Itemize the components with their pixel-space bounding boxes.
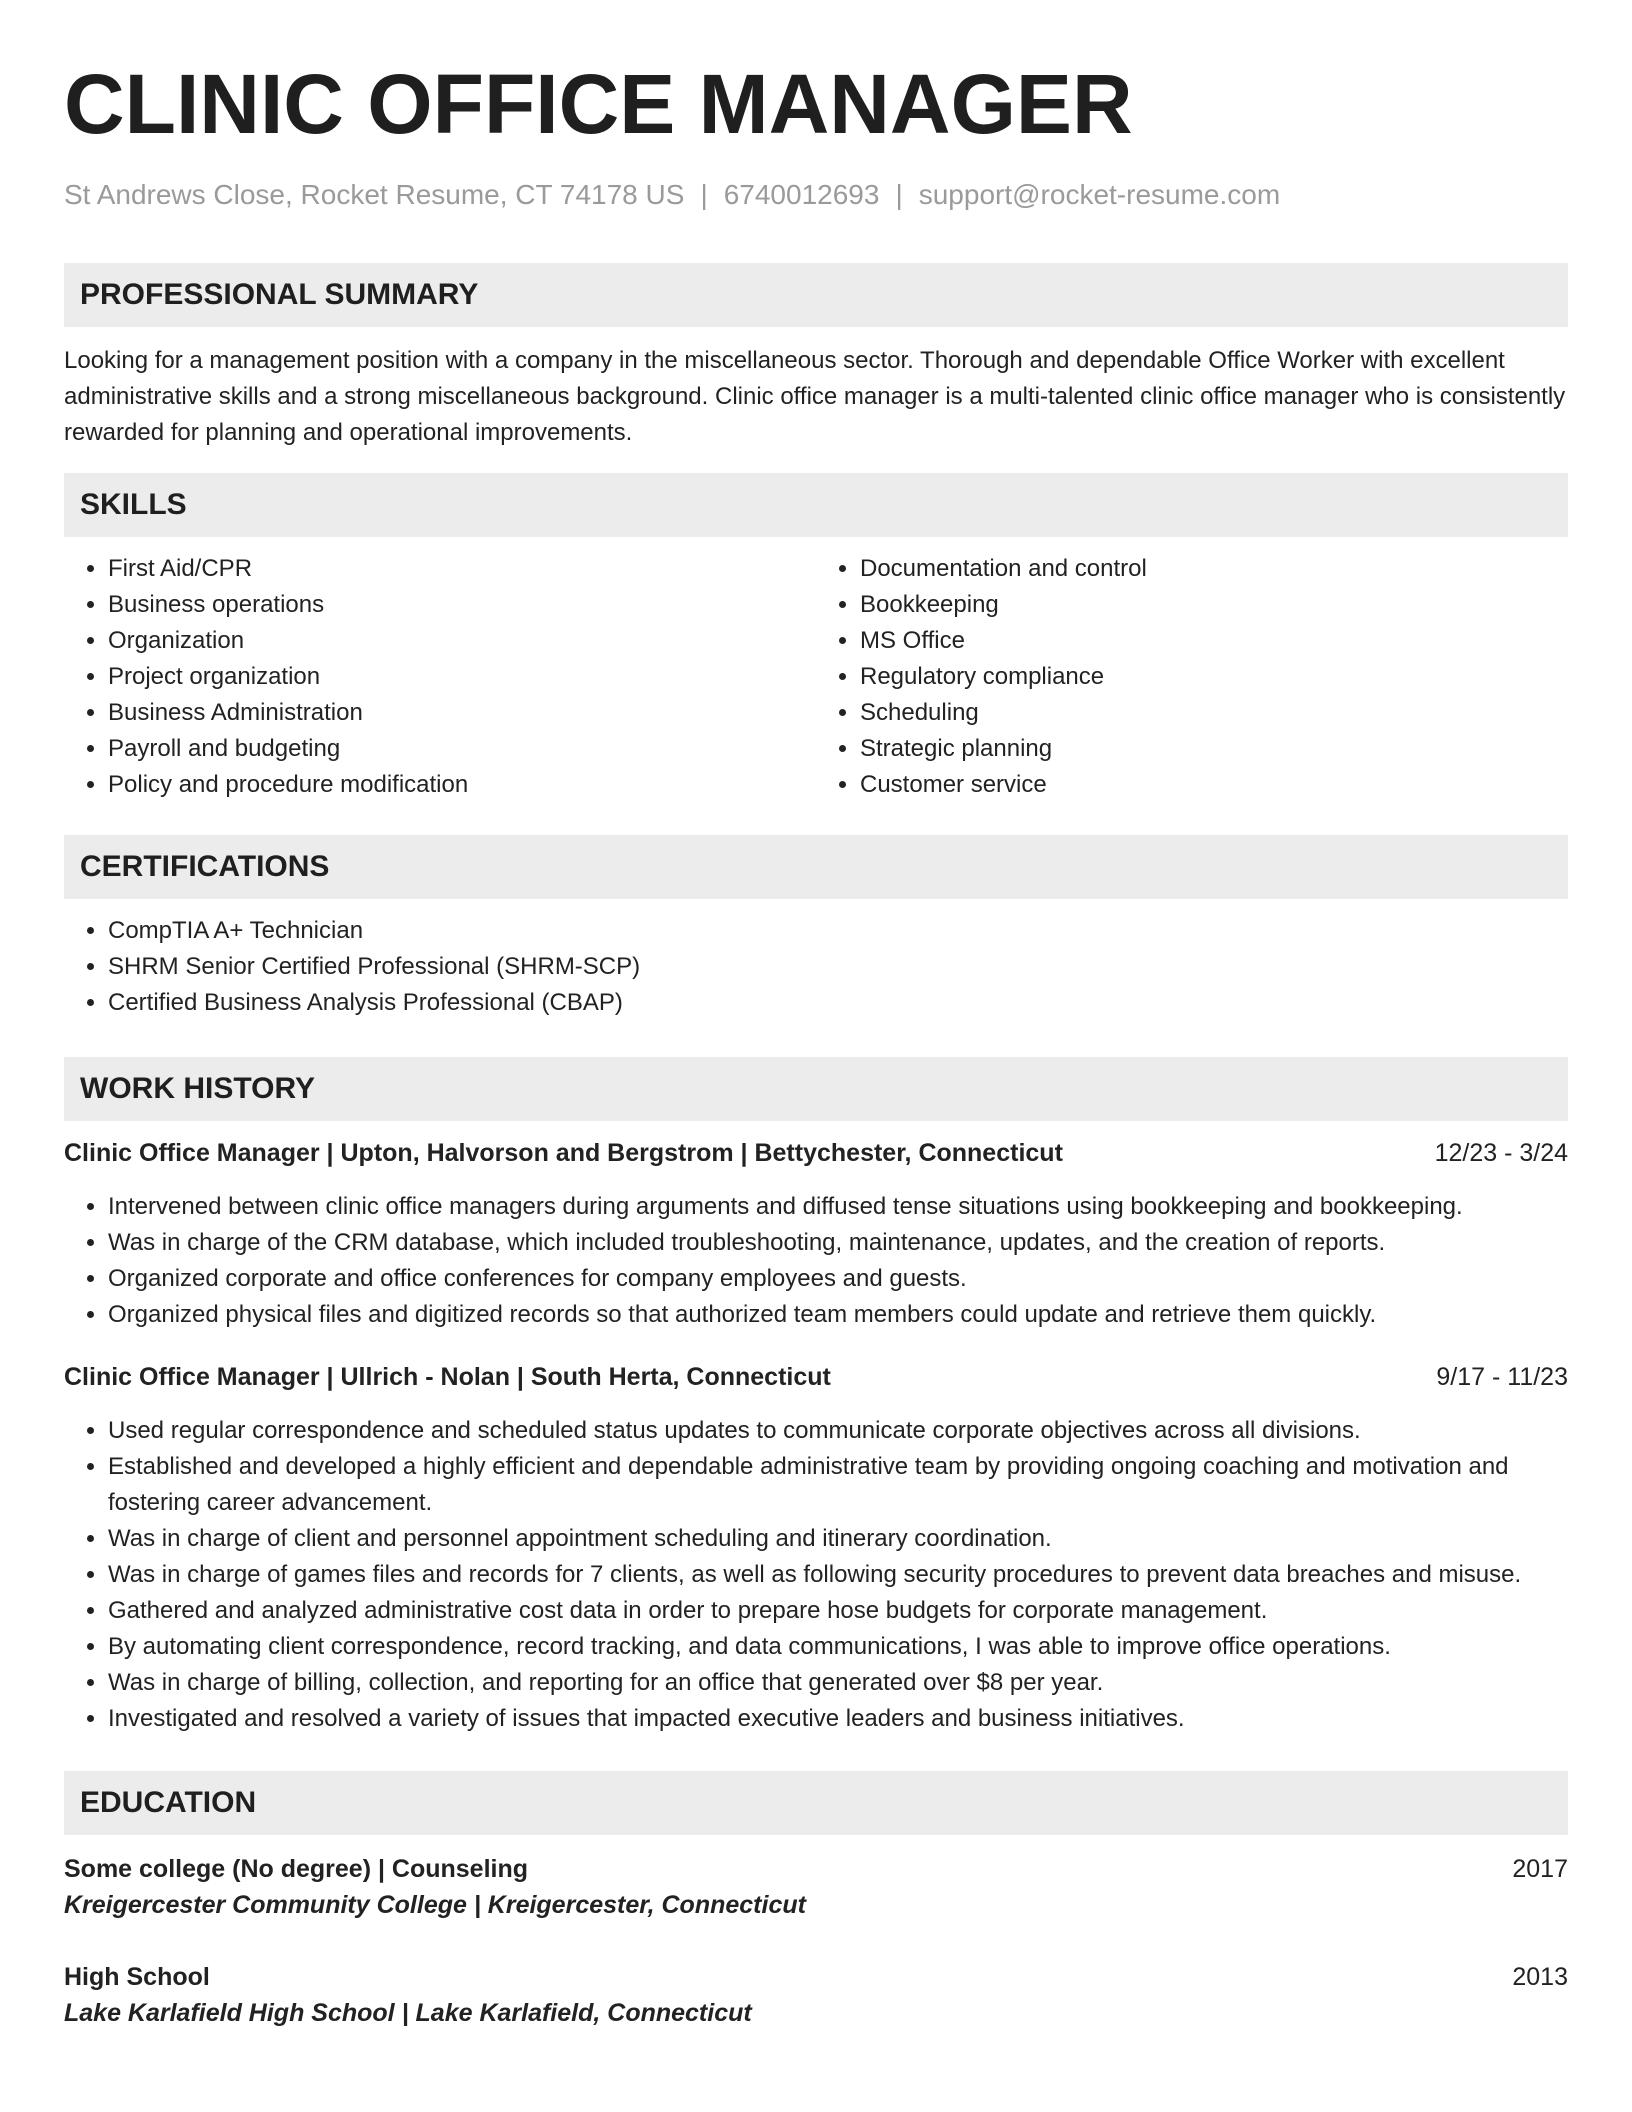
section-title-summary: PROFESSIONAL SUMMARY	[64, 263, 1568, 327]
education-header	[64, 1851, 1568, 1887]
contact-separator: |	[895, 179, 903, 210]
skill-item: • Business Administration	[108, 695, 816, 731]
education-degree: High School	[64, 1963, 210, 1991]
job-bullet: • Gathered and analyzed administrative cost data in order to prepare hose budgets for corporate management.	[108, 1593, 1568, 1629]
education-degree: Some college (No degree) | Counseling	[64, 1855, 529, 1883]
job-title: Clinic Office Manager | Ullrich - Nolan | South Herta, Connecticut	[64, 1363, 831, 1391]
job-bullet: • By automating client correspondence, record tracking, and data communications, I was able to improve office operations.	[108, 1629, 1568, 1665]
skill-item: • Regulatory compliance	[860, 659, 1568, 695]
education-header	[64, 1959, 1568, 1995]
job-bullet: • Was in charge of games files and records for 7 clients, as well as following security procedures to prevent data breaches and misuse.	[108, 1557, 1568, 1593]
skill-item: • Payroll and budgeting	[108, 731, 816, 767]
job-bullets	[64, 1189, 1568, 1333]
skills-columns	[64, 551, 1568, 803]
email: support@rocket-resume.com	[918, 179, 1281, 210]
job-bullet: • Was in charge of the CRM database, which included troubleshooting, maintenance, updates, and the creation of reports.	[108, 1225, 1568, 1261]
skill-item: • Customer service	[860, 767, 1568, 803]
section-title-skills: SKILLS	[64, 473, 1568, 537]
job-bullet: • Organized corporate and office conferences for company employees and guests.	[108, 1261, 1568, 1297]
education-year: 2017	[1512, 1855, 1568, 1883]
job-dates: 12/23 - 3/24	[1434, 1139, 1568, 1167]
candidate-name: CLINIC OFFICE MANAGER	[64, 57, 1133, 151]
job-bullet: • Established and developed a highly efficient and dependable administrative team by providing ongoing coaching and motivation and fostering career advancement.	[108, 1449, 1568, 1521]
skill-item: • Business operations	[108, 587, 816, 623]
skills-list-left	[64, 551, 816, 803]
certification-item: • SHRM Senior Certified Professional (SHRM-SCP)	[108, 949, 1568, 985]
section-title-certifications: CERTIFICATIONS	[64, 835, 1568, 899]
skill-item: • Policy and procedure modification	[108, 767, 816, 803]
job-bullet: • Organized physical files and digitized records so that authorized team members could update and retrieve them quickly.	[108, 1297, 1568, 1333]
certification-item: • CompTIA A+ Technician	[108, 913, 1568, 949]
education-year: 2013	[1512, 1963, 1568, 1991]
job-bullet: • Investigated and resolved a variety of issues that impacted executive leaders and business initiatives.	[108, 1701, 1568, 1737]
job-header	[64, 1135, 1568, 1171]
job-header	[64, 1359, 1568, 1395]
job-dates: 9/17 - 11/23	[1436, 1363, 1568, 1391]
education-entry	[64, 1851, 1568, 1923]
job-entry	[64, 1359, 1568, 1737]
education-entry	[64, 1959, 1568, 2031]
certification-item: • Certified Business Analysis Professional (CBAP)	[108, 985, 1568, 1021]
section-title-work-history: WORK HISTORY	[64, 1057, 1568, 1121]
contact-line	[64, 178, 1568, 212]
job-title: Clinic Office Manager | Upton, Halvorson and Bergstrom | Bettychester, Connecticut	[64, 1139, 1063, 1167]
section-title-education: EDUCATION	[64, 1771, 1568, 1835]
education-school: Kreigercester Community College | Kreigercester, Connecticut	[64, 1891, 806, 1919]
job-entry	[64, 1135, 1568, 1333]
skill-item: • Documentation and control	[860, 551, 1568, 587]
skills-list-right	[816, 551, 1568, 803]
summary-text: Looking for a management position with a company in the miscellaneous sector. Thorough and dependable Office Worker with excellent administrative skills and a strong miscellaneous background. Clinic office manager is a multi-talented clinic office manager who is consistently rewarded for planning and operational improvements.	[64, 347, 1566, 446]
contact-separator: |	[700, 179, 708, 210]
job-bullets	[64, 1413, 1568, 1737]
skill-item: • Project organization	[108, 659, 816, 695]
job-bullet: • Was in charge of client and personnel appointment scheduling and itinerary coordination.	[108, 1521, 1568, 1557]
phone: 6740012693	[723, 179, 880, 210]
skill-item: • Strategic planning	[860, 731, 1568, 767]
skill-item: • Scheduling	[860, 695, 1568, 731]
address: St Andrews Close, Rocket Resume, CT 74178 US	[64, 179, 685, 210]
job-bullet: • Intervened between clinic office managers during arguments and diffused tense situations using bookkeeping and bookkeeping.	[108, 1189, 1568, 1225]
certifications-list	[64, 913, 1568, 1021]
job-bullet: • Was in charge of billing, collection, and reporting for an office that generated over $8 per year.	[108, 1665, 1568, 1701]
skill-item: • Bookkeeping	[860, 587, 1568, 623]
skill-item: • First Aid/CPR	[108, 551, 816, 587]
skill-item: • MS Office	[860, 623, 1568, 659]
job-bullet: • Used regular correspondence and scheduled status updates to communicate corporate objectives across all divisions.	[108, 1413, 1568, 1449]
education-school: Lake Karlafield High School | Lake Karlafield, Connecticut	[64, 1999, 752, 2027]
skill-item: • Organization	[108, 623, 816, 659]
